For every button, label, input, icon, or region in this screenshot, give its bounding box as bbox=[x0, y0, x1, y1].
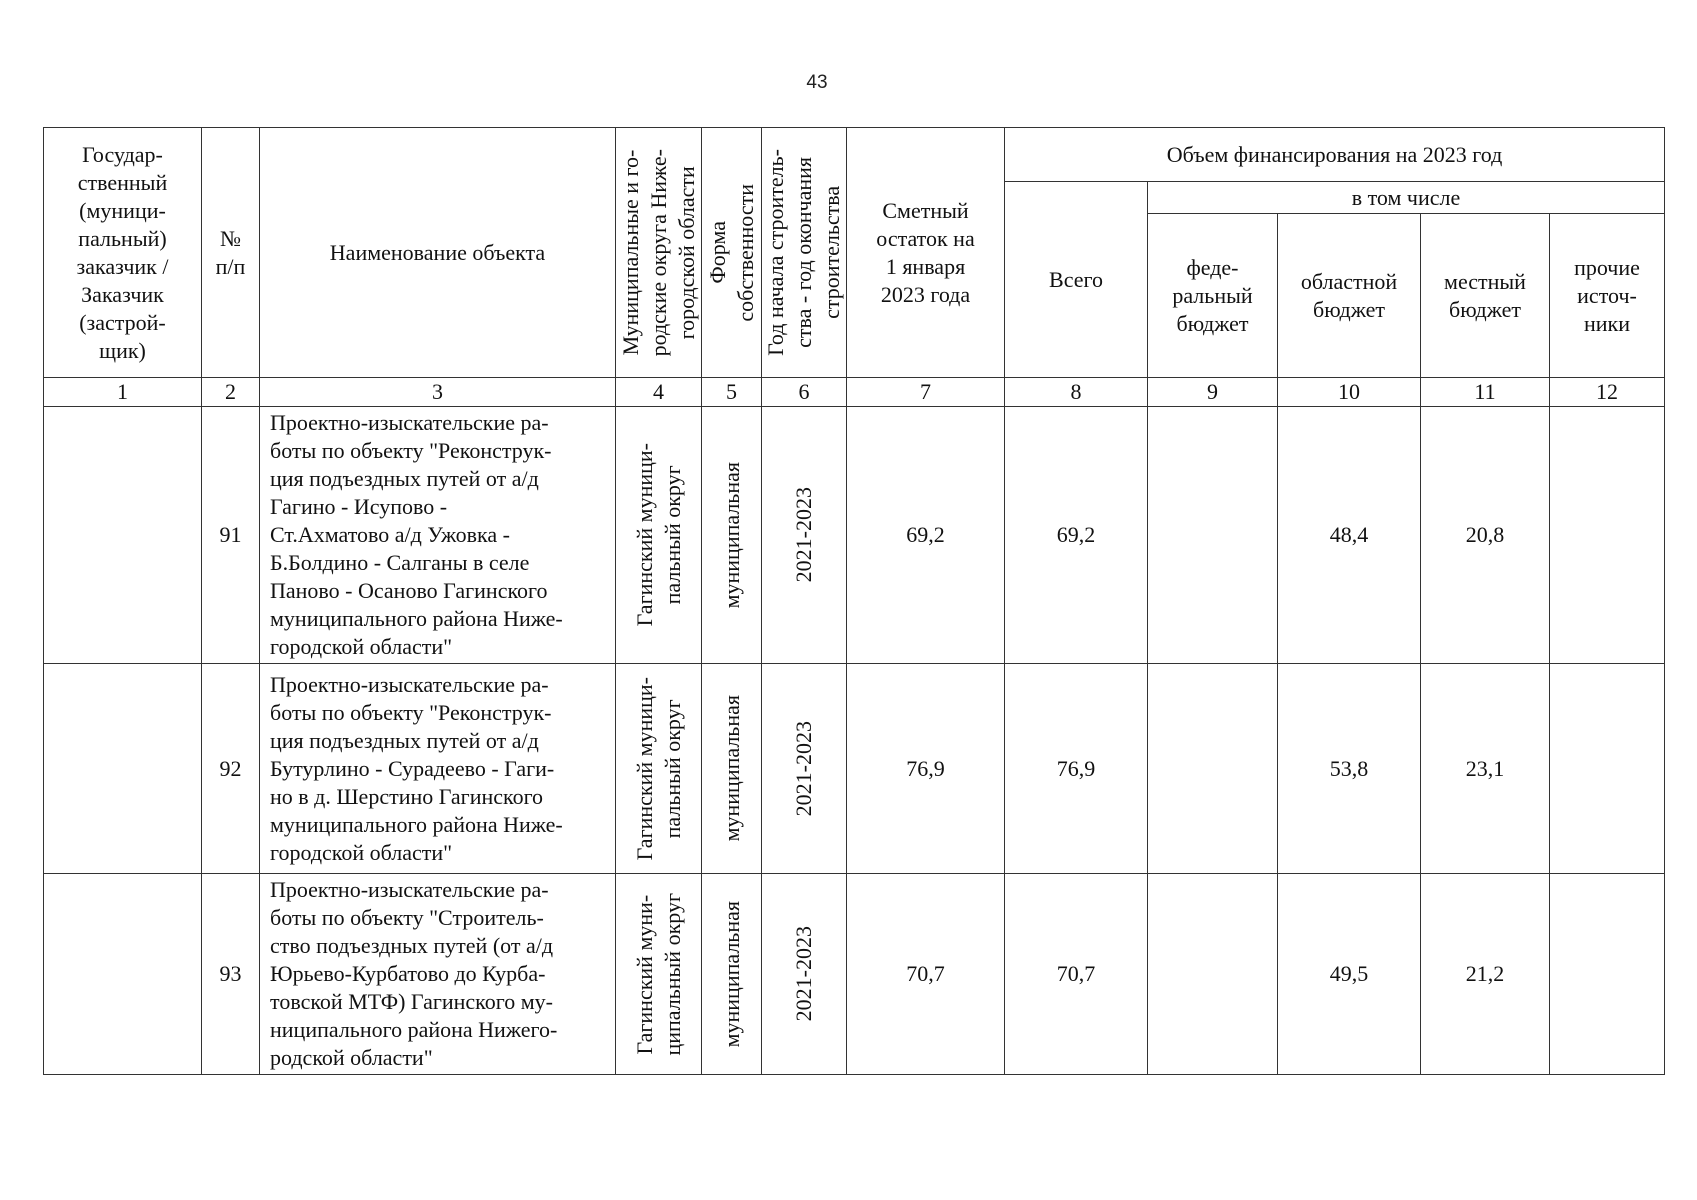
column-number: 10 bbox=[1278, 378, 1421, 407]
header-local: местный бюджет bbox=[1421, 214, 1550, 378]
cell-municipality: Гагинский муни- ципальный округ bbox=[616, 874, 702, 1075]
cell-number: 93 bbox=[202, 874, 260, 1075]
cell-regional: 49,5 bbox=[1278, 874, 1421, 1075]
cell-years: 2021-2023 bbox=[762, 874, 847, 1075]
cell-estimate: 76,9 bbox=[847, 664, 1005, 874]
table-row bbox=[44, 407, 1665, 664]
header-federal: феде- ральный бюджет bbox=[1148, 214, 1278, 378]
cell-estimate: 70,7 bbox=[847, 874, 1005, 1075]
cell-regional: 48,4 bbox=[1278, 407, 1421, 664]
column-number: 6 bbox=[762, 378, 847, 407]
cell-local: 21,2 bbox=[1421, 874, 1550, 1075]
header-object-name: Наименование объекта bbox=[260, 128, 616, 378]
cell-other bbox=[1550, 874, 1665, 1075]
column-number: 11 bbox=[1421, 378, 1550, 407]
cell-total: 69,2 bbox=[1005, 407, 1148, 664]
column-number: 8 bbox=[1005, 378, 1148, 407]
page-number: 43 bbox=[806, 72, 828, 93]
cell-municipality: Гагинский муници- пальный округ bbox=[616, 664, 702, 874]
column-number: 2 bbox=[202, 378, 260, 407]
cell-customer bbox=[44, 407, 202, 664]
cell-local: 20,8 bbox=[1421, 407, 1550, 664]
cell-federal bbox=[1148, 874, 1278, 1075]
cell-ownership: муниципальная bbox=[702, 664, 762, 874]
header-including: в том числе bbox=[1148, 182, 1665, 214]
table-row bbox=[44, 664, 1665, 874]
header-customer: Государ- ственный (муници- пальный) заказчик / Заказчик (застрой- щик) bbox=[44, 128, 202, 378]
header-municipality: Муниципальные и го- родские округа Ниже- городской области bbox=[616, 128, 702, 378]
header-estimate: Сметный остаток на 1 января 2023 года bbox=[847, 128, 1005, 378]
investment-table bbox=[43, 127, 1665, 1075]
header-regional: областной бюджет bbox=[1278, 214, 1421, 378]
cell-object-name: Проектно-изыскательские ра- боты по объекту "Строитель- ство подъездных путей (от а/д Юрьево-Курбатово до Курба- товской МТФ) Гагинского му- ниципального района Нижего- родской области" bbox=[260, 874, 616, 1075]
cell-municipality: Гагинский муници- пальный округ bbox=[616, 407, 702, 664]
column-number: 7 bbox=[847, 378, 1005, 407]
cell-ownership: муниципальная bbox=[702, 874, 762, 1075]
header-ownership: Форма собственности bbox=[702, 128, 762, 378]
column-number: 4 bbox=[616, 378, 702, 407]
column-number: 9 bbox=[1148, 378, 1278, 407]
column-number-row bbox=[44, 378, 1665, 407]
header-number: № п/п bbox=[202, 128, 260, 378]
cell-other bbox=[1550, 407, 1665, 664]
cell-years: 2021-2023 bbox=[762, 407, 847, 664]
column-number: 3 bbox=[260, 378, 616, 407]
cell-object-name: Проектно-изыскательские ра- боты по объекту "Реконструк- ция подъездных путей от а/д Бутурлино - Сурадеево - Гаги- но в д. Шерстино Гагинского муниципального района Ниже- городской области" bbox=[260, 664, 616, 874]
cell-regional: 53,8 bbox=[1278, 664, 1421, 874]
cell-local: 23,1 bbox=[1421, 664, 1550, 874]
header-financing: Объем финансирования на 2023 год bbox=[1005, 128, 1665, 182]
cell-estimate: 69,2 bbox=[847, 407, 1005, 664]
table-row bbox=[44, 874, 1665, 1075]
header-total: Всего bbox=[1005, 182, 1148, 378]
cell-federal bbox=[1148, 407, 1278, 664]
cell-ownership: муниципальная bbox=[702, 407, 762, 664]
cell-object-name: Проектно-изыскательские ра- боты по объекту "Реконструк- ция подъездных путей от а/д Гагино - Исупово - Ст.Ахматово а/д Ужовка - Б.Болдино - Салганы в селе Паново - Осаново Гагинского муниципального района Ниже- городской области" bbox=[260, 407, 616, 664]
column-number: 12 bbox=[1550, 378, 1665, 407]
cell-federal bbox=[1148, 664, 1278, 874]
cell-total: 76,9 bbox=[1005, 664, 1148, 874]
header-other: прочие источ- ники bbox=[1550, 214, 1665, 378]
column-number: 5 bbox=[702, 378, 762, 407]
column-number: 1 bbox=[44, 378, 202, 407]
header-years: Год начала строитель- ства - год окончания строительства bbox=[762, 128, 847, 378]
cell-number: 91 bbox=[202, 407, 260, 664]
cell-customer bbox=[44, 874, 202, 1075]
cell-total: 70,7 bbox=[1005, 874, 1148, 1075]
cell-number: 92 bbox=[202, 664, 260, 874]
cell-customer bbox=[44, 664, 202, 874]
cell-other bbox=[1550, 664, 1665, 874]
cell-years: 2021-2023 bbox=[762, 664, 847, 874]
